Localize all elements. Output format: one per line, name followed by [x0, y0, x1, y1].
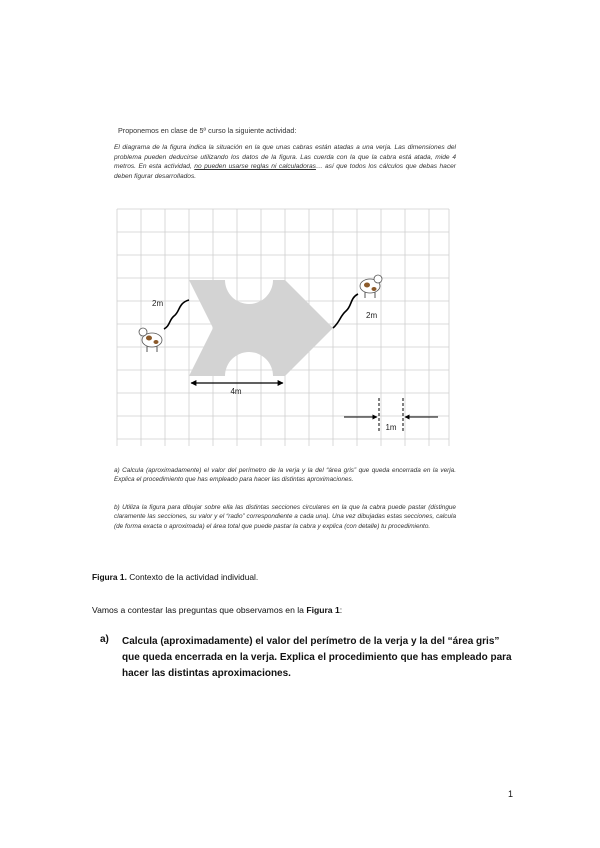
problem-underlined: no pueden usarse reglas ni calculadoras: [194, 163, 316, 171]
problem-part-1: El diagrama de la figura indica la situación en la que unas cabras están atadas a una verja. Las dimensiones del problema pueden deducirse utilizando los datos de la figura. Las cuerda con la que la cabra está atada, mide 4 metros. En esta actividad,: [114, 144, 456, 171]
left-goat-icon: [139, 328, 162, 352]
unit-label: 1m: [385, 423, 397, 432]
question-b-figure: b) Utiliza la figura para dibujar sobre ella las distintas secciones circulares en la que la cabra puede pastar (distingue claramente las secciones, su valor y el “radio” correspondiente a cada una). Una vez dibujadas estas secciones, calcula (de forma exacta o aproximada) el área total que puede pastar la cabra y explica (con detalle) tu procedimiento.: [114, 504, 456, 530]
caption-label: Figura 1.: [92, 572, 127, 582]
right-rope: [333, 294, 358, 328]
question-a-figure: a) Calcula (aproximadamente) el valor del perímetro de la verja y la del “área gris” que queda encerrada en la verja. Explica el procedimiento que has empleado para hacer las distintas aproximaciones.: [114, 467, 456, 484]
problem-part-2: … así que todos los cálculos que debas hacer deben figurar desarrollados.: [114, 163, 457, 180]
caption-text: Contexto de la actividad individual.: [126, 572, 259, 582]
question-a-marker: a): [100, 634, 109, 645]
lead-ref: Figura 1: [306, 605, 340, 615]
problem-statement: [114, 143, 456, 181]
lead-end: :: [339, 605, 343, 615]
width-label: 4m: [230, 387, 242, 396]
right-rope-label: 2m: [366, 311, 378, 320]
left-rope: [164, 300, 189, 329]
page-number: 1: [508, 789, 514, 799]
lead-main: Vamos a contestar las preguntas que observamos en la: [92, 605, 307, 615]
intro-text: Proponemos en clase de 5º curso la siguiente actividad:: [118, 126, 297, 135]
left-rope-label: 2m: [152, 299, 164, 308]
goat-fence-diagram: [112, 200, 454, 452]
question-a-text: Calcula (aproximadamente) el valor del perímetro de la verja y la del “área gris” que queda encerrada en la verja. Explica el procedimiento que has empleado para hacer las distintas aproximaciones.: [122, 636, 512, 679]
figure-caption: [92, 572, 258, 582]
lead-text: [92, 605, 342, 615]
right-goat-icon: [360, 275, 382, 298]
